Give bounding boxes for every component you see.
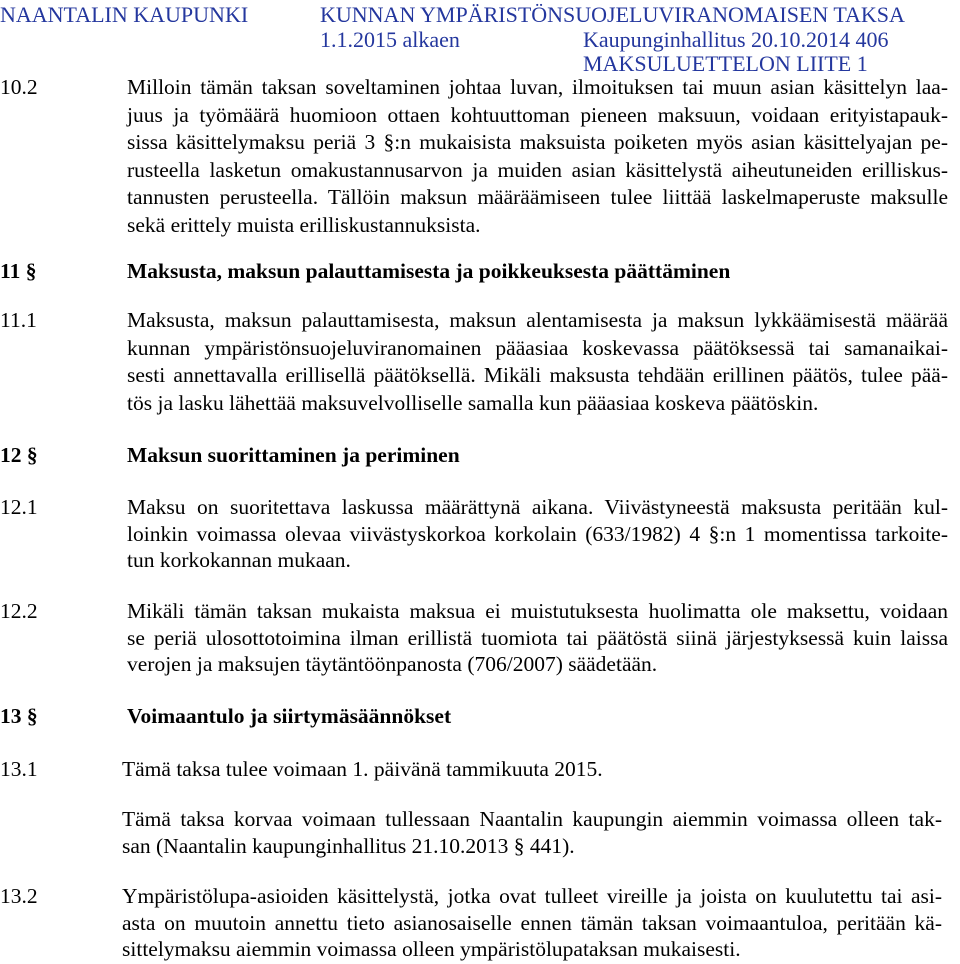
clause-number: 12.2 (0, 599, 38, 623)
effective-date: 1.1.2015 alkaen (320, 27, 460, 52)
clause-text (127, 494, 948, 574)
clause-text (127, 307, 948, 417)
document-title: KUNNAN YMPÄRISTÖNSUOJELUVIRANOMAISEN TAKSA (320, 2, 905, 27)
heading-number: 11 § (0, 259, 37, 283)
text-line: rusteella lasketun omakustannusarvon ja muiden asian käsittelystä aiheutuneiden erilliskus- (127, 157, 948, 182)
text-line: asta on muutoin annettu tieto asianosaiselle ennen tämän taksan voimaantuloa, peritään kä- (122, 910, 942, 935)
text-line: sesti annettavalla erillisellä päätöksellä. Mikäli maksusta tehdään erillinen päätös, tulee pää- (127, 363, 948, 387)
text-line: kunnan ympäristönsuojeluviranomainen pääasiaa koskevassa päätöksessä tai samanaikai- (127, 335, 948, 360)
text-line: Tämä taksa korvaa voimaan tullessaan Naantalin kaupungin aiemmin voimassa olleen tak- (122, 807, 942, 831)
decision-reference: Kaupunginhallitus 20.10.2014 406 (583, 27, 889, 52)
organization-name: NAANTALIN KAUPUNKI (0, 2, 249, 27)
text-line: Maksusta, maksun palauttamisesta, maksun alentamisesta ja maksun lykkäämisestä määrää (127, 308, 948, 332)
clause-text (122, 883, 942, 963)
heading-title: Maksusta, maksun palauttamisesta ja poikkeuksesta päättäminen (127, 259, 731, 283)
clause-text (122, 806, 942, 859)
text-line: verojen ja maksujen täytäntöönpanosta (706/2007) säädetään. (127, 652, 658, 676)
clause-text (127, 598, 948, 678)
appendix-label: MAKSULUETTELON LIITE 1 (583, 51, 868, 76)
clause-number: 11.1 (0, 308, 37, 332)
heading-title: Maksun suorittaminen ja periminen (127, 443, 460, 467)
text-line: Mikäli tämän taksan mukaista maksua ei muistutuksesta huolimatta ole maksettu, voidaan (127, 599, 948, 623)
clause-text (122, 756, 942, 783)
text-line: loinkin voimassa olevaa viivästyskorkoa korkolain (633/1982) 4 §:n 1 momentissa tarkoite- (127, 521, 948, 546)
text-line: san (Naantalin kaupunginhallitus 21.10.2013 § 441). (122, 833, 575, 858)
text-line: se periä ulosottotoimina ilman erillistä tuomiota tai päätöstä siinä järjestyksessä kuin laissa (127, 625, 948, 650)
heading-title: Voimaantulo ja siirtymäsäännökset (127, 704, 452, 728)
clause-number: 13.2 (0, 884, 38, 908)
text-line: sekä erittely muista erilliskustannuksista. (127, 212, 481, 237)
heading-number: 12 § (0, 443, 38, 467)
text-line: Milloin tämän taksan soveltaminen johtaa luvan, ilmoituksen tai muun asian käsittelyn laa- (127, 75, 948, 99)
text-line: Tämä taksa tulee voimaan 1. päivänä tammikuuta 2015. (122, 757, 603, 781)
heading-number: 13 § (0, 704, 38, 728)
text-line: tös ja lasku lähettää maksuvelvolliselle samalla kun pääasiaa koskeva päätöskin. (127, 390, 819, 415)
text-line: Ympäristölupa-asioiden käsittelystä, jotka ovat tulleet vireille ja joista on kuulutettu tai asi- (122, 884, 942, 908)
text-line: juus ja työmäärä huomioon ottaen kohtuuttoman pieneen maksuun, voidaan erityistapauk- (127, 102, 948, 127)
text-line: Maksu on suoritettava laskussa määrättynä aikana. Viivästyneestä maksusta peritään kul- (127, 495, 948, 519)
text-line: sittelymaksu aiemmin voimassa olleen ympäristölupataksan mukaisesti. (122, 937, 741, 961)
text-line: tannusten perusteella. Tällöin maksun määräämiseen tulee liittää laskelmaperuste maksulle (127, 185, 948, 209)
clause-text (127, 74, 948, 239)
clause-number: 12.1 (0, 495, 38, 519)
clause-number: 13.1 (0, 757, 38, 781)
clause-number: 10.2 (0, 75, 38, 99)
text-line: tun korkokannan mukaan. (127, 548, 351, 572)
text-line: sissa käsittelymaksu periä 3 §:n mukaisista maksuista poiketen myös asian käsittelyajan pe- (127, 130, 948, 154)
